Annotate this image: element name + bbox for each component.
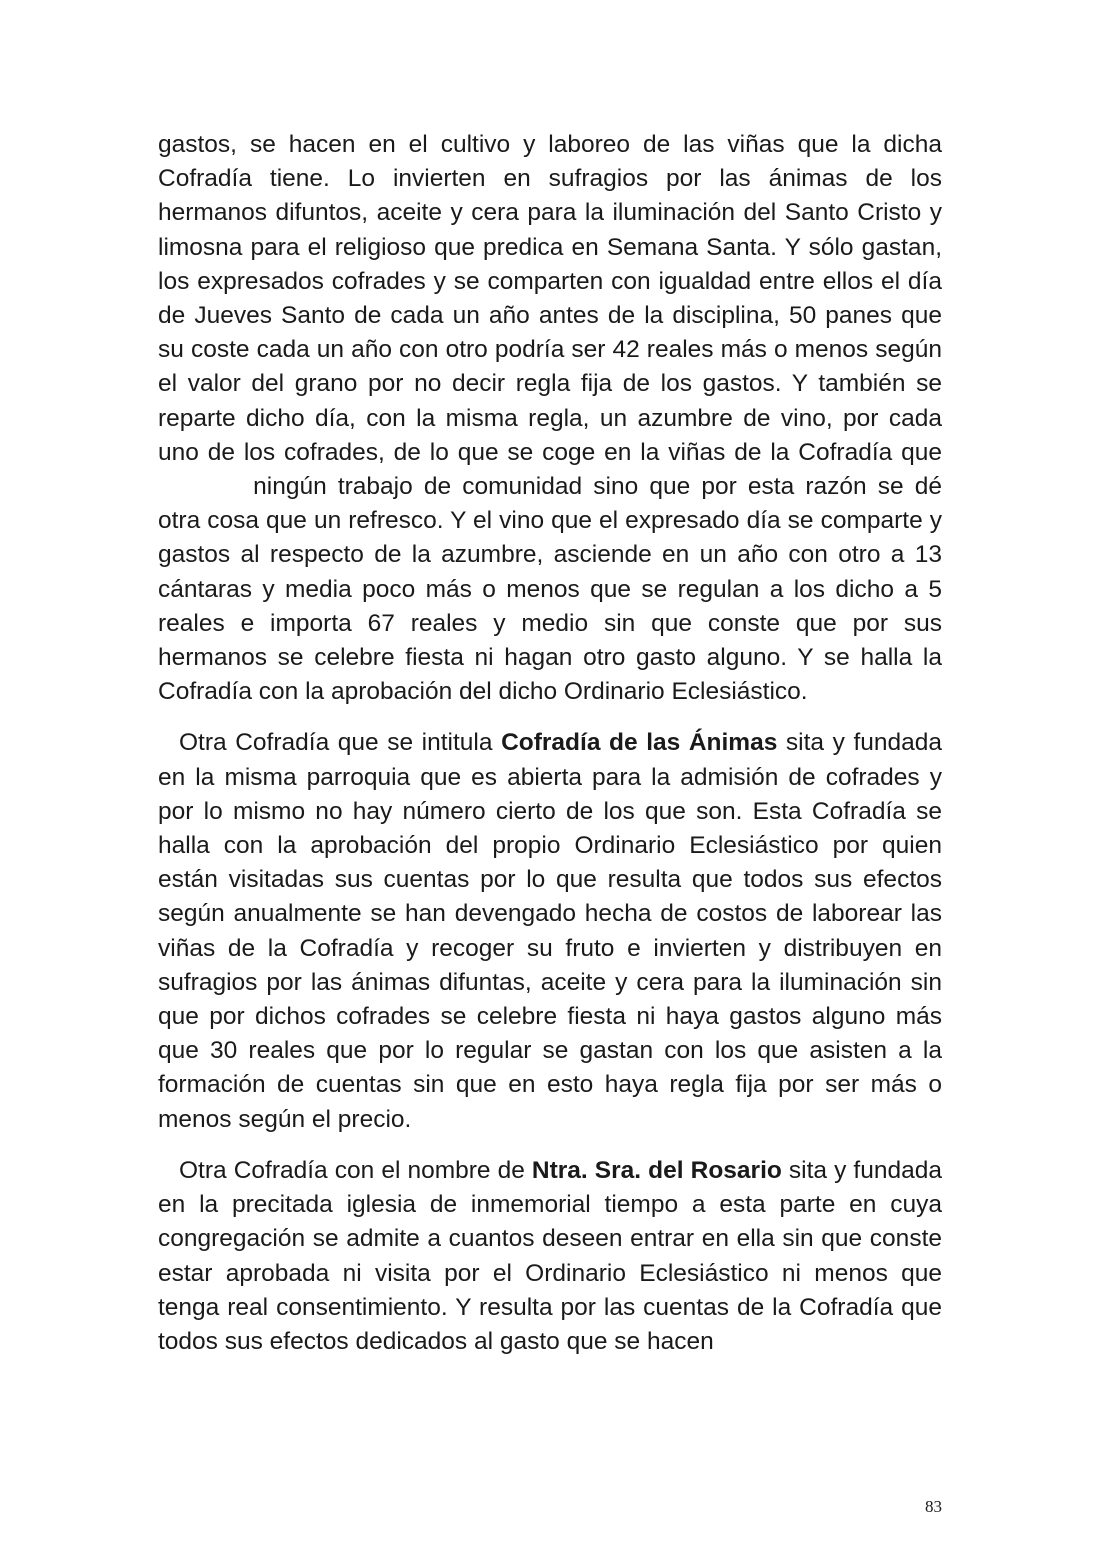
paragraph-1	[158, 128, 942, 709]
paragraph-1-text-a: gastos, se hacen en el cultivo y laboreo de las viñas que la dicha Cofradía tiene. Lo invierten en sufragios por las ánimas de los hermanos difuntos, aceite y cera para la iluminación del Santo Cristo y limosna para el religioso que predica en Semana Santa. Y sólo gastan, los expresados cofrades y se comparten con igualdad entre ellos el día de Jueves Santo de cada un año antes de la disciplina, 50 panes que su coste cada un año con otro podría ser 42 reales más o menos según el valor del grano por no decir regla fija de los gastos. Y también se reparte dicho día, con la misma regla, un azumbre de vino, por cada uno de los cofrades, de lo que se coge en la viñas de la Cofradía que	[158, 131, 942, 466]
paragraph-3	[158, 1154, 942, 1359]
cofradia-animas-title: Cofradía de las Ánimas	[501, 729, 778, 757]
cofradia-rosario-title: Ntra. Sra. del Rosario	[531, 1156, 782, 1184]
paragraph-3-text-b: sita y fundada en la precitada iglesia de inmemorial tiempo a esta parte en cuya congregación se admite a cuantos deseen entrar en ella sin que conste estar aprobada ni visita por el Ordinario Eclesiástico ni menos que tenga real consentimiento. Y resulta por las cuentas de la Cofradía que todos sus efectos dedicados al gasto que se hacen	[158, 1156, 942, 1355]
paragraph-1-text-b: ningún trabajo de comunidad sino que por esta razón se dé otra cosa que un refresco. Y el vino que el expresado día se comparte y gastos al respecto de la azumbre, asciende en un año con otro a 13 cántaras y media poco más o menos que se regulan a los dicho a 5 reales e importa 67 reales y medio sin que conste que por sus hermanos se celebre fiesta ni hagan otro gasto alguno. Y se halla la Cofradía con la aprobación del dicho Ordinario Eclesiástico.	[158, 473, 942, 706]
paragraph-2-text-b: sita y fundada en la misma parroquia que es abierta para la admisión de cofrades y por lo mismo no hay número cierto de los que son. Esta Cofradía se halla con la aprobación del propio Ordinario Eclesiástico por quien están visitadas sus cuentas por lo que resulta que todos sus efectos según anualmente se han devengado hecha de costos de laborear las viñas de la Cofradía y recoger su fruto e invierten y distribuyen en sufragios por las ánimas difuntas, aceite y cera para la iluminación sin que por dichos cofrades se celebre fiesta ni haya gastos alguno más que 30 reales que por lo regular se gastan con los que asisten a la formación de cuentas sin que en esto haya regla fija por ser más o menos según el precio.	[158, 729, 943, 1133]
paragraph-3-text-a: Otra Cofradía con el nombre de	[179, 1156, 532, 1184]
page-body	[158, 128, 942, 1359]
page-number: 83	[925, 1497, 942, 1516]
paragraph-2	[158, 726, 942, 1136]
paragraph-2-text-a: Otra Cofradía que se intitula	[179, 729, 502, 757]
